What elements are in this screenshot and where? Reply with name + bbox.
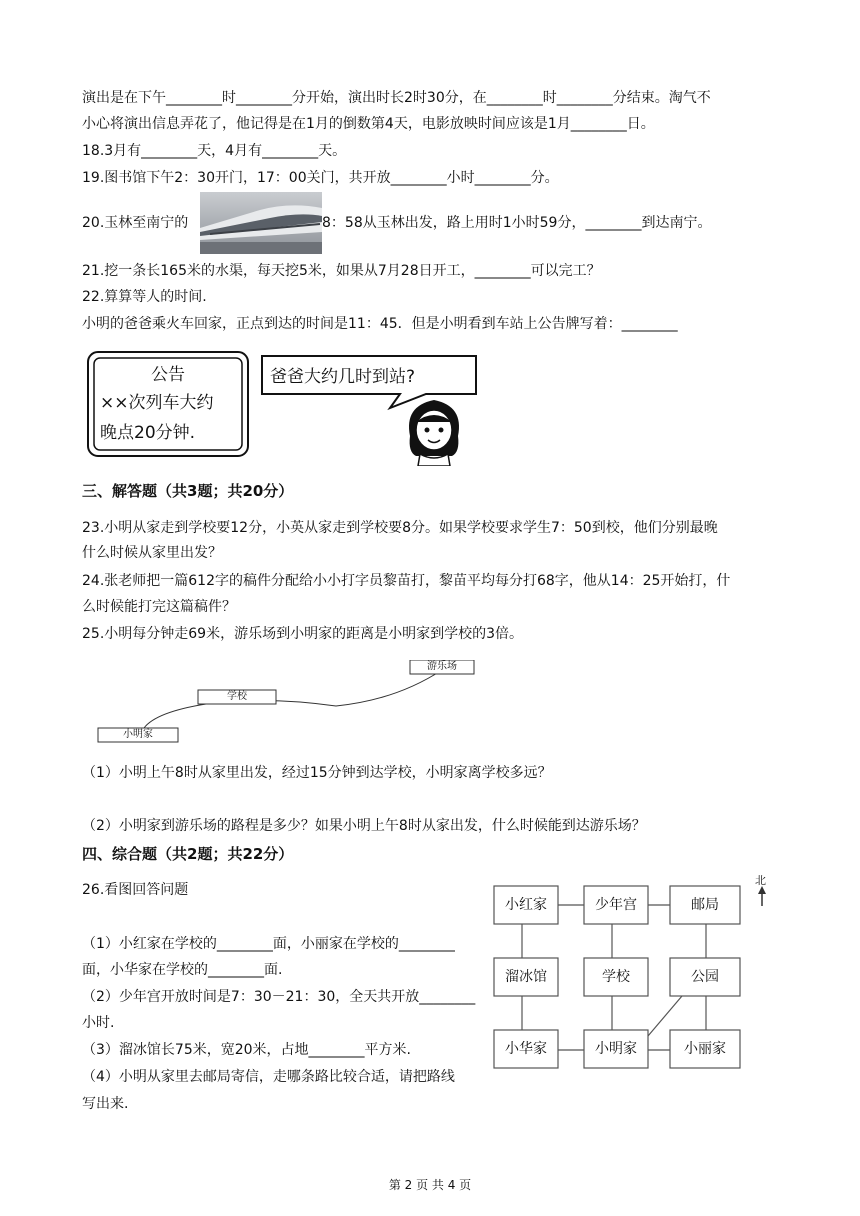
question-22: 22.算算等人的时间. [82, 289, 207, 305]
question-25-part-1: （1）小明上午8时从家里出发，经过15分钟到达学校，小明家离学校多远？ [82, 765, 552, 781]
north-label: 北 [755, 874, 766, 887]
question-22-text: 小明的爸爸乘火车回家，正点到达的时间是11：45．但是小明看到车站上公告牌写着：________ [82, 316, 678, 332]
question-24-line-1: 24.张老师把一篇612字的稿件分配给小小打字员黎苗打，黎苗平均每分打68字，他从14：25开始打，什 [82, 573, 731, 589]
notice-line-2: 晚点20分钟. [100, 423, 196, 443]
text-line: 演出是在下午________时________分开始，演出时长2时30分，在________时________分结束。淘气不 [82, 90, 711, 106]
girl-icon [402, 396, 466, 466]
route-map [96, 660, 476, 746]
question-23-line-2: 什么时候从家里出发？ [82, 545, 222, 561]
notice-title: 公告 [151, 365, 185, 385]
question-19: 19.图书馆下午2：30开门，17：00关门，共开放________小时________分。 [82, 170, 559, 186]
route-school-label: 学校 [227, 691, 247, 702]
map-cell: 小明家 [595, 1041, 637, 1057]
page-footer: 第 2 页 共 4 页 [388, 1178, 472, 1192]
map-cell: 小华家 [505, 1041, 547, 1057]
map-cell: 学校 [602, 969, 630, 985]
question-20-end: 8：58从玉林出发，路上用时1小时59分，________到达南宁。 [322, 215, 712, 231]
question-18: 18.3月有________天，4月有________天。 [82, 143, 347, 159]
question-26-part-4b: 写出来. [82, 1096, 129, 1112]
question-23-line-1: 23.小明从家走到学校要12分，小英从家走到学校要8分。如果学校要求学生7：50到校，他们分别最晚 [82, 520, 718, 536]
question-21: 21.挖一条长165米的水渠，每天挖5米，如果从7月28日开工，________可以完工？ [82, 263, 601, 279]
map-cell: 小红家 [505, 897, 547, 913]
question-24-line-2: 么时候能打完这篇稿件？ [82, 599, 236, 615]
route-home-label: 小明家 [123, 729, 153, 740]
train-image [200, 192, 322, 254]
route-park-label: 游乐场 [427, 661, 457, 672]
map-cell: 公园 [691, 969, 719, 985]
question-25-part-2: （2）小明家到游乐场的路程是多少？如果小明上午8时从家出发，什么时候能到达游乐场？ [82, 818, 646, 834]
text-line: 小心将演出信息弄花了，他记得是在1月的倒数第4天，电影放映时间应该是1月________日。 [82, 116, 655, 132]
notice-line-1: ××次列车大约 [100, 393, 214, 413]
map-cell: 少年宫 [595, 897, 637, 913]
map-cell: 小丽家 [684, 1041, 726, 1057]
map-cell: 邮局 [691, 897, 719, 913]
question-25: 25.小明每分钟走69米，游乐场到小明家的距离是小明家到学校的3倍。 [82, 626, 523, 642]
section-4-title: 四、综合题（共2题；共22分） [82, 845, 294, 863]
question-20-start: 20.玉林至南宁的 [82, 215, 189, 231]
map-cell: 溜冰馆 [505, 969, 547, 985]
question-26-part-1a: （1）小红家在学校的________面，小丽家在学校的________ [82, 936, 455, 952]
notice-board [86, 350, 250, 458]
question-26-part-4a: （4）小明从家里去邮局寄信，走哪条路比较合适，请把路线 [82, 1069, 455, 1085]
question-26-part-2b: 小时. [82, 1015, 115, 1031]
speech-text: 爸爸大约几时到站? [270, 367, 416, 387]
section-3-title: 三、解答题（共3题；共20分） [82, 482, 294, 500]
question-26-part-1b: 面，小华家在学校的________面. [82, 962, 283, 978]
question-26-part-2a: （2）少年宫开放时间是7：30－21：30，全天共开放________ [82, 989, 476, 1005]
question-26-part-3: （3）溜冰馆长75米，宽20米，占地________平方米. [82, 1042, 411, 1058]
grid-map [492, 872, 782, 1084]
question-26: 26.看图回答问题 [82, 882, 189, 898]
